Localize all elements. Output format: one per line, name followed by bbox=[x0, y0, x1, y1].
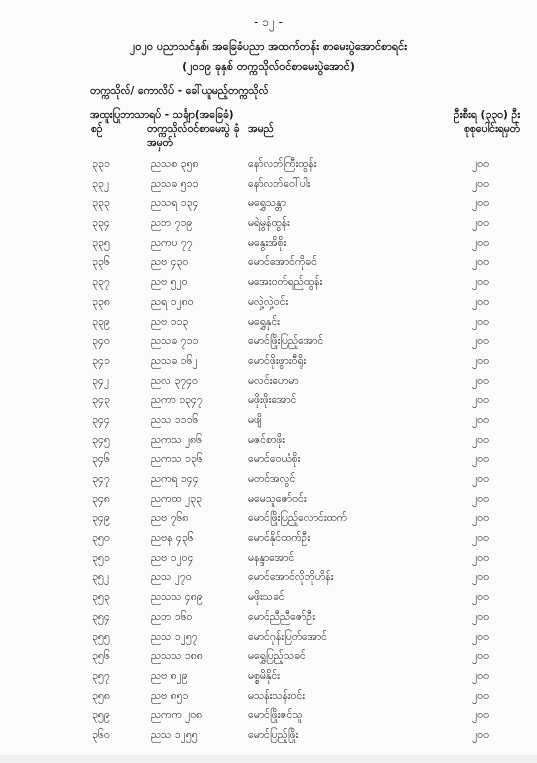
table-row bbox=[0, 550, 537, 570]
student-name: မောင်ဖြိုးပြည့်အောင် bbox=[248, 335, 324, 348]
score-value: ၂၀၀ bbox=[472, 709, 489, 722]
results-list bbox=[0, 156, 537, 747]
roll-number: ညသ ၁၂၅၇ bbox=[151, 630, 198, 643]
roll-number: ညကသ ၂၈၆ bbox=[151, 433, 202, 446]
score-value: ၂၀၀ bbox=[472, 492, 489, 505]
roll-number: ညဗ ၄၃၀ bbox=[151, 256, 189, 269]
roll-number: ညကက ၂၀၈ bbox=[151, 709, 203, 722]
score-value: ၂၀၀ bbox=[472, 197, 489, 210]
table-row bbox=[0, 392, 537, 412]
score-value: ၂၀၀ bbox=[472, 276, 489, 289]
roll-number: ညကာ ၁၃၄၇ bbox=[151, 394, 203, 407]
table-row bbox=[0, 195, 537, 215]
row-number: ၃၃၉ bbox=[92, 315, 110, 328]
row-number: ၃၃၈ bbox=[92, 295, 110, 308]
row-number: ၃၅၇ bbox=[92, 669, 110, 682]
row-number: ၃၄၄ bbox=[92, 413, 110, 426]
student-name: မောင်ညီညီဇော်ဦး bbox=[248, 610, 315, 623]
table-row bbox=[0, 294, 537, 314]
student-name: မဖျိ bbox=[248, 413, 262, 426]
score-value: ၂၀၀ bbox=[472, 650, 489, 663]
student-name: မဖိုးဖိုးအောင် bbox=[248, 394, 297, 407]
roll-number: ညလ ၃၇၄၀ bbox=[151, 374, 198, 387]
student-name: နော်လဘ်ဝေါ်ပါး bbox=[248, 177, 311, 190]
roll-number: ညဘ ၁၆၀ bbox=[151, 610, 193, 623]
table-row bbox=[0, 353, 537, 373]
score-value: ၂၀၀ bbox=[472, 453, 489, 466]
score-value: ၂၀၀ bbox=[472, 354, 489, 367]
row-number: ၃၅၆ bbox=[92, 650, 110, 663]
score-value: ၂၀၀ bbox=[472, 256, 489, 269]
student-name: မလှဲ့လှဲ့ဝင်း bbox=[248, 295, 289, 308]
score-value: ၂၀၀ bbox=[472, 473, 489, 485]
column-header-score: စုစုပေါင်းရမှတ် bbox=[463, 123, 520, 135]
row-number: ၃၄၉ bbox=[92, 512, 110, 525]
column-header-name: အမည် bbox=[248, 123, 274, 135]
table-row bbox=[0, 629, 537, 649]
table-row bbox=[0, 412, 537, 432]
row-number: ၃၄၇ bbox=[92, 473, 110, 485]
row-number: ၃၄၈ bbox=[92, 492, 110, 505]
roll-number: ညသ ၁၁၁၆ bbox=[151, 413, 199, 426]
roll-number: ညဗ ၈၅၁ bbox=[151, 689, 189, 702]
student-name: မရွှေပြည့်သခင် bbox=[248, 650, 306, 663]
table-row bbox=[0, 176, 537, 196]
table-row bbox=[0, 373, 537, 393]
student-name: မသန်းသန်းဝင်း bbox=[248, 689, 305, 702]
table-row bbox=[0, 451, 537, 471]
row-number: ၃၃၂ bbox=[92, 177, 109, 190]
student-name: မဇင်စာဖိုး bbox=[248, 433, 285, 446]
row-number: ၃၅၀ bbox=[92, 532, 110, 545]
table-row bbox=[0, 314, 537, 334]
roll-number: ညဗ ၁၂၀၄ bbox=[151, 551, 194, 564]
table-row bbox=[0, 156, 537, 176]
roll-number: ညသသ ၁၈၈ bbox=[151, 650, 203, 663]
row-number: ၃၅၁ bbox=[92, 551, 110, 564]
table-row bbox=[0, 491, 537, 511]
student-name: နော်လဘ်ကြီးထွန်း bbox=[248, 158, 317, 170]
student-name: မရွှေနှင်း bbox=[248, 315, 280, 328]
student-name: မောင်ပြည့်ဖြိုး bbox=[248, 728, 299, 741]
roll-number: ညကသ ၁၃၆ bbox=[151, 453, 203, 466]
row-number: ၃၆၀ bbox=[92, 728, 110, 741]
roll-number: ညသခ ၇၁၁ bbox=[151, 335, 199, 348]
student-name: မောင်ဝေယံစိုး bbox=[248, 453, 301, 466]
table-row bbox=[0, 569, 537, 589]
score-value: ၂၀၀ bbox=[472, 512, 489, 525]
student-name: မောင်အောင်လိုဘိုဟိန်း bbox=[248, 571, 334, 584]
column-header-no: စဉ် bbox=[91, 123, 103, 135]
student-name: မစ္စမိနိုင်း bbox=[248, 669, 280, 682]
score-value: ၂၀၀ bbox=[472, 217, 489, 230]
roll-number: ညသရ ၁၃၄ bbox=[151, 197, 199, 210]
table-row bbox=[0, 333, 537, 353]
student-name: မနွေးအိစိုး bbox=[248, 236, 287, 249]
score-value: ၂၀၀ bbox=[472, 571, 489, 584]
column-header-roll: တက္ကသိုလ်ဝင်စာမေးပွဲ ခုံအမှတ် bbox=[147, 123, 240, 149]
row-number: ၃၃၇ bbox=[92, 276, 110, 289]
score-value: ၂၀၀ bbox=[472, 610, 489, 623]
roll-number: ညသခ ၅၁၁ bbox=[151, 177, 199, 190]
roll-number: ညဗ ၁၁၃ bbox=[151, 315, 189, 328]
row-number: ၃၃၆ bbox=[92, 256, 110, 269]
score-value: ၂၀၀ bbox=[472, 177, 489, 190]
row-number: ၃၄၅ bbox=[92, 433, 110, 446]
student-name: မအေးဝတ်ရည်ထွန်း bbox=[248, 276, 323, 289]
row-number: ၃၄၃ bbox=[92, 394, 110, 407]
table-row bbox=[0, 648, 537, 668]
score-value: ၂၀၀ bbox=[472, 374, 489, 387]
roll-number: ညသ ၂၇၀ bbox=[151, 571, 192, 584]
table-row bbox=[0, 215, 537, 235]
score-value: ၂၀၀ bbox=[472, 315, 489, 328]
table-row bbox=[0, 432, 537, 452]
score-value: ၂၀၀ bbox=[472, 551, 489, 564]
row-number: ၃၅၂ bbox=[92, 571, 109, 584]
student-name: မရွှေသန္တာ bbox=[248, 197, 286, 210]
row-number: ၃၅၃ bbox=[92, 591, 110, 604]
score-value: ၂၀၀ bbox=[472, 295, 489, 308]
score-value: ၂၀၀ bbox=[472, 433, 489, 446]
roll-number: ညသစ ၃၅၈ bbox=[151, 158, 199, 170]
row-number: ၃၃၅ bbox=[92, 236, 110, 249]
roll-number: ညဗ ၈၂၉ bbox=[151, 669, 188, 682]
quota-header: ဦးစီးရ (၃၃၀) ဦး bbox=[453, 109, 520, 121]
row-number: ၃၅၈ bbox=[92, 689, 110, 702]
score-value: ၂၀၀ bbox=[472, 689, 489, 702]
scan-edge bbox=[0, 755, 537, 763]
row-number: ၃၄၀ bbox=[92, 335, 110, 348]
roll-number: ညဗ ၇၆၈ bbox=[151, 512, 189, 525]
roll-number: ညသခ ၁၆၂ bbox=[151, 354, 198, 367]
table-row bbox=[0, 688, 537, 708]
score-value: ၂၀၀ bbox=[472, 591, 489, 604]
score-value: ၂၀၀ bbox=[472, 158, 489, 170]
student-name: မောင်ဖြိုးဇင်သူ bbox=[248, 709, 303, 722]
table-row bbox=[0, 254, 537, 274]
table-row bbox=[0, 668, 537, 688]
row-number: ၃၃၁ bbox=[92, 158, 110, 170]
roll-number: ညကပ ၇၇ bbox=[151, 236, 193, 249]
roll-number: ညသသ ၄၈၉ bbox=[151, 591, 203, 604]
document-subtitle: (၂၀၁၉ ခုနှစ် တက္ကသိုလ်ဝင်စာမေးပွဲအောင်) bbox=[182, 60, 355, 73]
table-row bbox=[0, 609, 537, 629]
student-name: မရဲမွန်ထွန်း bbox=[248, 217, 290, 230]
roll-number: ညကထ ၂၃၃ bbox=[151, 492, 202, 505]
roll-number: ညဗ ၅၂၀ bbox=[151, 276, 188, 289]
row-number: ၃၅၅ bbox=[92, 630, 110, 643]
row-number: ၃၃၄ bbox=[92, 217, 110, 230]
document-title: ၂၀၂၀ ပညာသင်နှစ်၊ အခြေခံပညာ အထက်တန်း စာမေးပွဲအောင်စာရင်း bbox=[129, 40, 408, 53]
row-number: ၃၅၉ bbox=[92, 709, 110, 722]
score-value: ၂၀၀ bbox=[472, 669, 489, 682]
table-row bbox=[0, 589, 537, 609]
row-number: ၃၄၂ bbox=[92, 374, 109, 387]
table-row bbox=[0, 274, 537, 294]
table-row bbox=[0, 235, 537, 255]
table-row bbox=[0, 530, 537, 550]
score-value: ၂၀၀ bbox=[472, 532, 489, 545]
roll-number: ညကရ ၁၄၄ bbox=[151, 473, 199, 485]
roll-number: ညဗန ၄၃၆ bbox=[151, 532, 194, 545]
row-number: ၃၄၁ bbox=[92, 354, 110, 367]
university-line: တက္ကသိုလ်/ ကောလိပ် - ခေါ်ယူမည့်တက္ကသိုလ် bbox=[90, 85, 269, 97]
student-name: မနန္ဒာအောင် bbox=[248, 551, 295, 564]
student-name: မလင်းဟေမာ bbox=[248, 374, 299, 387]
student-name: မတင်အလွင် bbox=[248, 473, 296, 485]
student-name: မဖိုးသခင် bbox=[248, 591, 285, 604]
row-number: ၃၅၄ bbox=[92, 610, 110, 623]
table-row bbox=[0, 727, 537, 747]
score-value: ၂၀၀ bbox=[472, 236, 489, 249]
student-name: မောင်အောင်ကိုခင် bbox=[248, 256, 317, 269]
student-name: မမေသူဇော်ဝင်း bbox=[248, 492, 307, 505]
roll-number: ညဘ ၇၁၉ bbox=[151, 217, 193, 230]
table-row bbox=[0, 707, 537, 727]
student-name: မောင်ဖိုးဖွားဝီရိုး bbox=[248, 354, 307, 367]
score-value: ၂၀၀ bbox=[472, 630, 489, 643]
student-name: မောင်ဖြိုးပြည့်လောင်းထက် bbox=[248, 512, 347, 525]
row-number: ၃၄၆ bbox=[92, 453, 110, 466]
score-value: ၂၀၀ bbox=[472, 413, 489, 426]
score-value: ၂၀၀ bbox=[472, 335, 489, 348]
roll-number: ညရ ၁၂၈၀ bbox=[151, 295, 194, 308]
table-row bbox=[0, 510, 537, 530]
student-name: မောင်နိုင်ထက်ဦး bbox=[248, 532, 311, 545]
table-row bbox=[0, 471, 537, 491]
score-value: ၂၀၀ bbox=[472, 728, 489, 741]
score-value: ၂၀၀ bbox=[472, 394, 489, 407]
subject-header: အထူးပြုဘာသာရပ် - သင်္ချာ(အခြေခံ) bbox=[90, 109, 234, 121]
row-number: ၃၃၃ bbox=[92, 197, 110, 210]
page-number: - ၁၂ - bbox=[254, 15, 283, 29]
student-name: မောင်ဂုန်းပြတ်အောင် bbox=[248, 630, 327, 643]
roll-number: ညသ ၁၂၅၅ bbox=[151, 728, 198, 741]
